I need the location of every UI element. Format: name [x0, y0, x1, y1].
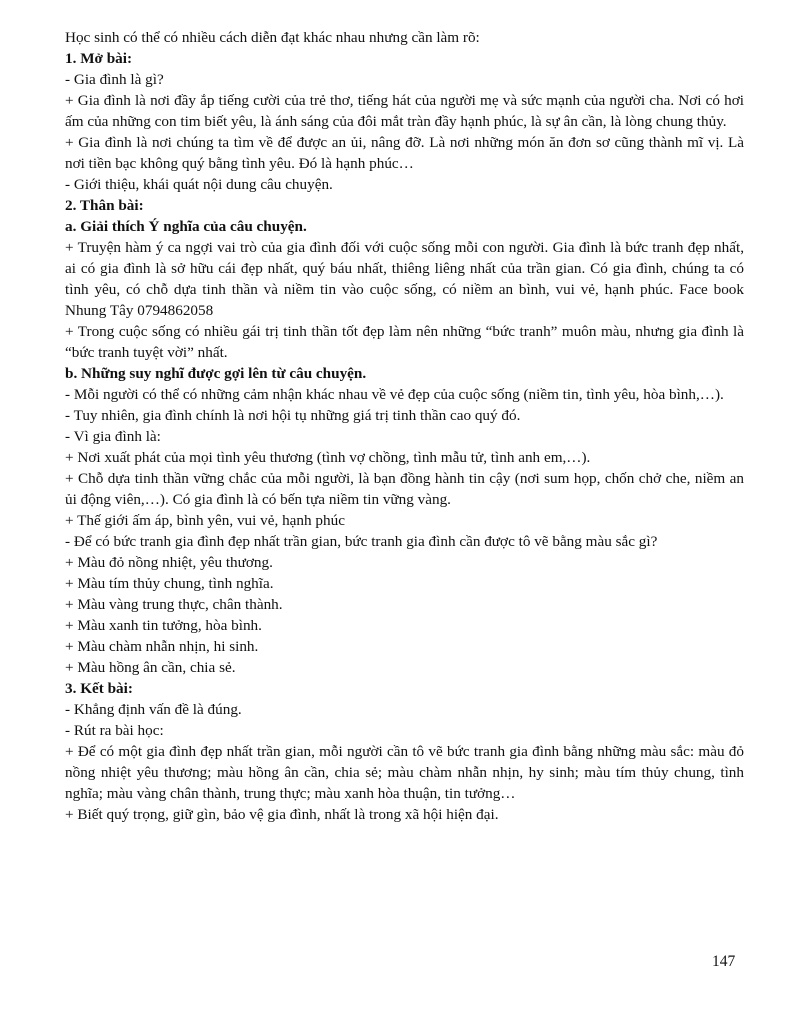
body-line: - Giới thiệu, khái quát nội dung câu chuyện. [65, 176, 333, 193]
body-line: + Màu chàm nhẫn nhịn, hi sinh. [65, 638, 259, 655]
body-line: - Để có bức tranh gia đình đẹp nhất trần gian, bức tranh gia đình cần được tô vẽ bằng màu sắc gì? [65, 533, 658, 550]
body-line: + Trong cuộc sống có nhiều gái trị tinh thần tốt đẹp làm nên những “bức tranh” muôn màu, nhưng gia đình là “bức tranh tuyệt vời” nhất. [65, 323, 744, 361]
body-line: + Truyện hàm ý ca ngợi vai trò của gia đình đối với cuộc sống mỗi con người. Gia đình là bức tranh đẹp nhất, ai có gia đình là sở hữu cái đẹp nhất, quý báu nhất, thiêng liêng nhất của trần gian. Có gia đình, chúng ta có tình yêu, có chỗ dựa tinh thần và niềm tin vào cuộc sống, có niềm an bình, vui vẻ, hạnh phúc. Face book Nhung Tây 0794862058 [65, 239, 744, 319]
body-line: - Gia đình là gì? [65, 71, 164, 88]
body-line: Học sinh có thể có nhiều cách diễn đạt khác nhau nhưng cần làm rõ: [65, 29, 480, 46]
document-body [65, 27, 744, 825]
body-line: + Để có một gia đình đẹp nhất trần gian, mỗi người cần tô vẽ bức tranh gia đình bằng những màu sắc: màu đỏ nồng nhiệt yêu thương; màu hồng ân cần, chia sẻ; màu chàm nhẫn nhịn, hy sinh; màu tím thủy chung, tình nghĩa; màu vàng chân thành, trung thực; màu xanh hòa thuận, tin tưởng… [65, 743, 744, 802]
body-line: + Màu xanh tin tưởng, hòa bình. [65, 617, 262, 634]
section-heading: 3. Kết bài: [65, 680, 133, 697]
body-line: + Nơi xuất phát của mọi tình yêu thương (tình vợ chồng, tình mẫu tử, tình anh em,…). [65, 449, 591, 466]
body-line: + Thế giới ấm áp, bình yên, vui vẻ, hạnh phúc [65, 512, 345, 529]
body-line: - Tuy nhiên, gia đình chính là nơi hội tụ những giá trị tinh thần cao quý đó. [65, 407, 521, 424]
body-line: + Màu tím thủy chung, tình nghĩa. [65, 575, 274, 592]
body-line: + Gia đình là nơi chúng ta tìm về để được an ủi, nâng đỡ. Là nơi những món ăn đơn sơ cũng thành mĩ vị. Là nơi tiền bạc không quý bằng tình yêu. Đó là hạnh phúc… [65, 134, 744, 172]
body-line: + Chỗ dựa tinh thần vững chắc của mỗi người, là bạn đồng hành tin cậy (nơi sum họp, chốn chở che, niềm an ủi động viên,…). Có gia đình là có bến tựa niềm tin vững vàng. [65, 470, 744, 508]
body-line: + Màu vàng trung thực, chân thành. [65, 596, 283, 613]
body-line: - Khẳng định vấn đề là đúng. [65, 701, 242, 718]
body-line: - Vì gia đình là: [65, 428, 161, 445]
section-heading: 1. Mở bài: [65, 50, 133, 67]
section-heading: b. Những suy nghĩ được gợi lên từ câu chuyện. [65, 365, 367, 382]
body-line: - Mỗi người có thể có những cảm nhận khác nhau về vẻ đẹp của cuộc sống (niềm tin, tình yêu, hòa bình,…). [65, 386, 724, 403]
section-heading: 2. Thân bài: [65, 197, 144, 214]
body-line: - Rút ra bài học: [65, 722, 164, 739]
body-line: + Biết quý trọng, giữ gìn, bảo vệ gia đình, nhất là trong xã hội hiện đại. [65, 806, 499, 823]
section-heading: a. Giải thích Ý nghĩa của câu chuyện. [65, 218, 307, 235]
body-line: + Màu đỏ nồng nhiệt, yêu thương. [65, 554, 273, 571]
body-line: + Gia đình là nơi đầy ắp tiếng cười của trẻ thơ, tiếng hát của người mẹ và sức mạnh của người cha. Nơi có hơi ấm của những con tim biết yêu, là ánh sáng của đôi mắt tràn đầy hạnh phúc, là sự ân cần, là lòng chung thủy. [65, 92, 744, 130]
body-line: + Màu hồng ân cần, chia sẻ. [65, 659, 236, 676]
page-number: 147 [712, 953, 736, 970]
